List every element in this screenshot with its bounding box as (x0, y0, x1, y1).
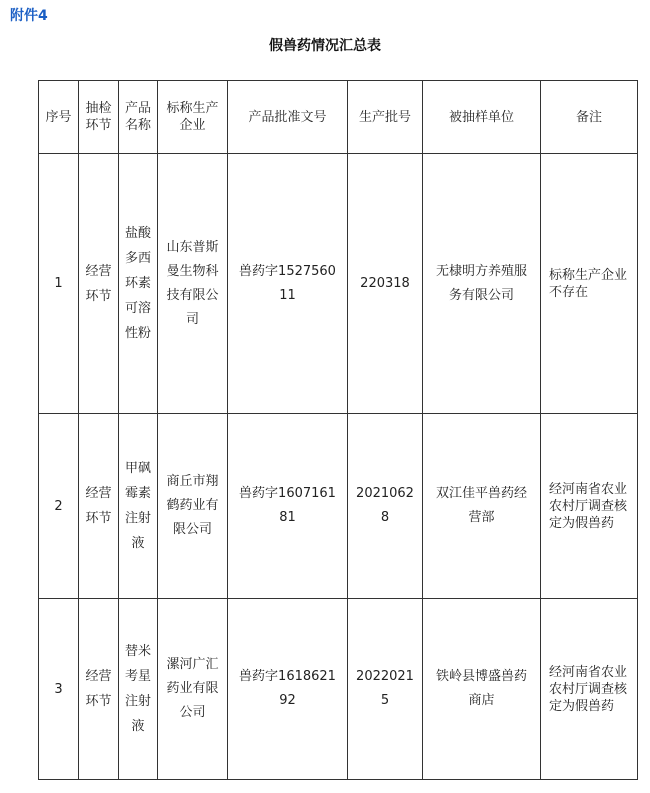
header-batch: 生产批号 (348, 81, 423, 154)
cell-approval: 兽药字152756011 (228, 154, 348, 414)
fake-vet-drug-table (38, 80, 638, 780)
cell-manufacturer: 山东普斯曼生物科技有限公司 (158, 154, 228, 414)
cell-manufacturer: 漯河广汇药业有限公司 (158, 599, 228, 780)
cell-batch: 220318 (348, 154, 423, 414)
cell-batch: 20210628 (348, 414, 423, 599)
header-stage: 抽检环节 (79, 81, 119, 154)
cell-sampled-unit: 无棣明方养殖服务有限公司 (423, 154, 541, 414)
table-row (39, 154, 638, 414)
cell-product: 替米考星注射液 (119, 599, 158, 780)
header-sampled-unit: 被抽样单位 (423, 81, 541, 154)
header-product: 产品名称 (119, 81, 158, 154)
header-index: 序号 (39, 81, 79, 154)
attachment-label: 附件4 (10, 8, 48, 24)
cell-sampled-unit: 铁岭县博盛兽药商店 (423, 599, 541, 780)
header-manufacturer: 标称生产企业 (158, 81, 228, 154)
cell-index: 1 (39, 154, 79, 414)
cell-product: 甲砜霉素注射液 (119, 414, 158, 599)
header-row (39, 81, 638, 154)
cell-approval: 兽药字161862192 (228, 599, 348, 780)
cell-remark: 标称生产企业不存在 (541, 154, 638, 414)
cell-remark: 经河南省农业农村厅调查核定为假兽药 (541, 599, 638, 780)
cell-index: 3 (39, 599, 79, 780)
cell-manufacturer: 商丘市翔鹤药业有限公司 (158, 414, 228, 599)
header-remark: 备注 (541, 81, 638, 154)
table-row (39, 414, 638, 599)
cell-index: 2 (39, 414, 79, 599)
page-title: 假兽药情况汇总表 (269, 38, 381, 54)
cell-sampled-unit: 双江佳平兽药经营部 (423, 414, 541, 599)
header-approval: 产品批准文号 (228, 81, 348, 154)
cell-batch: 20220215 (348, 599, 423, 780)
cell-approval: 兽药字160716181 (228, 414, 348, 599)
table-row (39, 599, 638, 780)
cell-remark: 经河南省农业农村厅调查核定为假兽药 (541, 414, 638, 599)
cell-stage: 经营环节 (79, 414, 119, 599)
cell-product: 盐酸多西环素可溶性粉 (119, 154, 158, 414)
cell-stage: 经营环节 (79, 154, 119, 414)
cell-stage: 经营环节 (79, 599, 119, 780)
